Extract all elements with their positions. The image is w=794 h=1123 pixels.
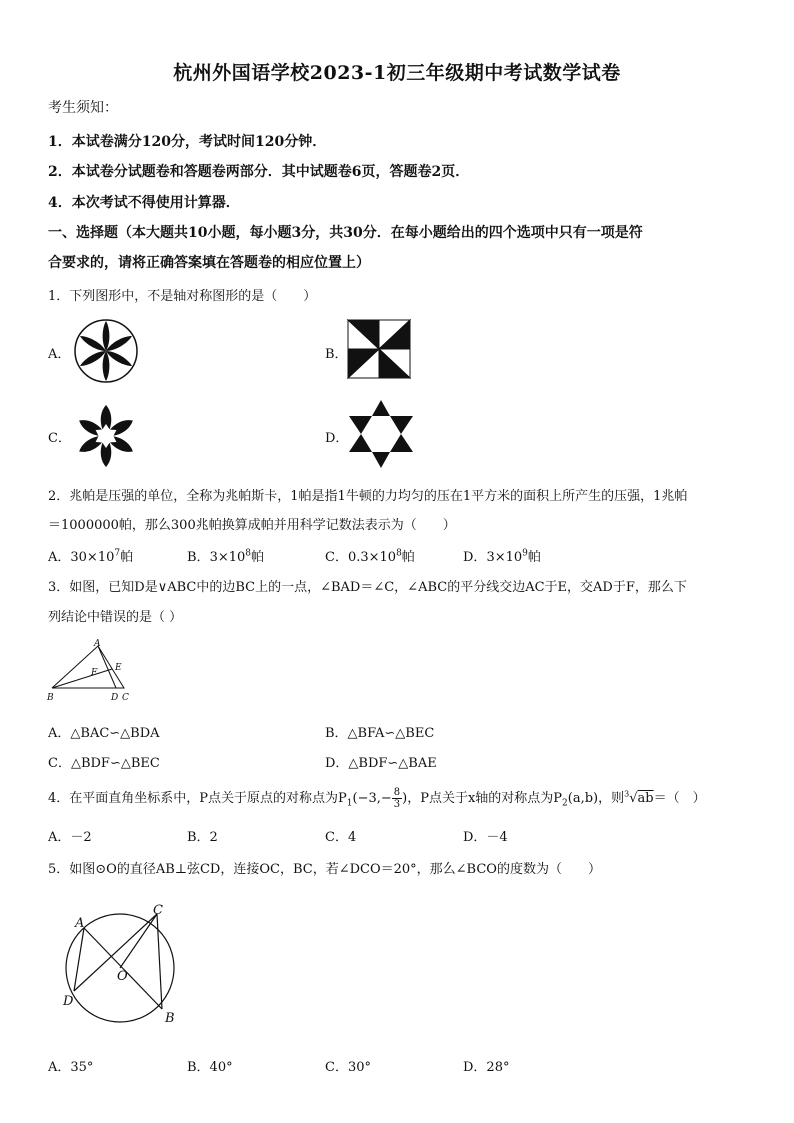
q5-label-o: O (117, 969, 128, 984)
q4-stem: 4．在平面直角坐标系中，P点关于原点的对称点为$P_1(-3,-$ $\frac{8}{3}$ )，P点关于x轴的对称点为$P_2(a,b)$，则$^3$√ab＝（ ） (48, 787, 706, 810)
q2-line2: ＝1000000帕，那么300兆帕换算成帕并用科学记数法表示为（ ） (48, 518, 456, 533)
q1-option-a-label: A． (48, 347, 71, 362)
q4-option-c: C．4 (325, 830, 357, 845)
q1-figure-d-star-of-david (346, 398, 416, 470)
q5-stem: 5．如图⊙O的直径AB⊥弦CD，连接OC，BC，若∠DCO＝20°，那么∠BCO的度数为（ ） (48, 862, 601, 877)
q3-line1: 3．如图，已知D是∨ABC中的边BC上的一点，∠BAD＝∠C，∠ABC的平分线交边AC于E，交AD于F，那么下 (48, 580, 687, 595)
exam-title: 杭州外国语学校2023-1初三年级期中考试数学试卷 (173, 62, 621, 84)
q3-label-e: E (115, 663, 122, 673)
notice-heading: 考生须知： (48, 100, 118, 116)
q2-option-c: C．$0.3\times 10^8$帕 (325, 548, 415, 565)
q3-option-d: D．△BDF∽△BAE (325, 756, 437, 771)
q3-option-b: B．△BFA∽△BEC (325, 726, 435, 741)
q1-figure-c-hexstar (70, 402, 142, 470)
q2-option-b: B．$3\times 10^8$帕 (187, 548, 265, 565)
q4-fraction: $\frac{8}{3}$ (393, 787, 401, 810)
q3-label-f: F (91, 668, 98, 678)
q3-label-a: A (94, 639, 101, 649)
q1-figure-b-pinwheel (346, 318, 412, 380)
q4-option-d: D．－4 (463, 830, 508, 845)
notice-item-4: 4．本次考试不得使用计算器． (48, 195, 240, 211)
q5-option-a: A．35° (48, 1060, 94, 1075)
q3-label-d: D (111, 693, 119, 703)
q3-option-c: C．△BDF∽△BEC (48, 756, 160, 771)
notice-item-1: 1．本试卷满分120分，考试时间120分钟． (48, 134, 327, 150)
q1-stem: 1．下列图形中，不是轴对称图形的是（ ） (48, 289, 317, 304)
q4-option-a: A．－2 (48, 830, 92, 845)
q3-option-a: A．△BAC∽△BDA (48, 726, 160, 741)
q3-label-b: B (47, 693, 54, 703)
q3-line2: 列结论中错误的是（ ） (48, 610, 183, 625)
q2-line1: 2．兆帕是压强的单位，全称为兆帕斯卡，1帕是指1牛顿的力均匀的压在1平方米的面积上所产生的压强，1兆帕 (48, 489, 688, 504)
q5-option-c: C．30° (325, 1060, 371, 1075)
q1-option-c-label: C． (48, 431, 71, 446)
q1-option-b-label: B． (325, 347, 348, 362)
q3-label-c: C (122, 693, 129, 703)
notice-item-2: 2．本试卷分试题卷和答题卷两部分．其中试题卷6页，答题卷2页． (48, 164, 470, 180)
q1-option-d-label: D． (325, 431, 349, 446)
q5-label-a: A (75, 916, 85, 931)
section1-line1: 一、选择题（本大题共10小题，每小题3分，共30分．在每小题给出的四个选项中只有一项是符 (48, 225, 643, 241)
q1-figure-a-flower (73, 318, 139, 384)
q2-option-a: A．$30\times 10^7$帕 (48, 548, 134, 565)
q5-label-c: C (153, 903, 163, 918)
q5-label-d: D (63, 994, 74, 1009)
q5-label-b: B (165, 1011, 175, 1026)
q2-option-d: D．$3\times 10^9$帕 (463, 548, 541, 565)
section1-line2: 合要求的，请将正确答案填在答题卷的相应位置上） (48, 255, 370, 271)
q5-option-d: D．28° (463, 1060, 510, 1075)
q3-triangle-figure (44, 638, 136, 706)
q5-circle-figure (56, 898, 196, 1030)
q4-option-b: B．2 (187, 830, 218, 845)
q5-option-b: B．40° (187, 1060, 233, 1075)
